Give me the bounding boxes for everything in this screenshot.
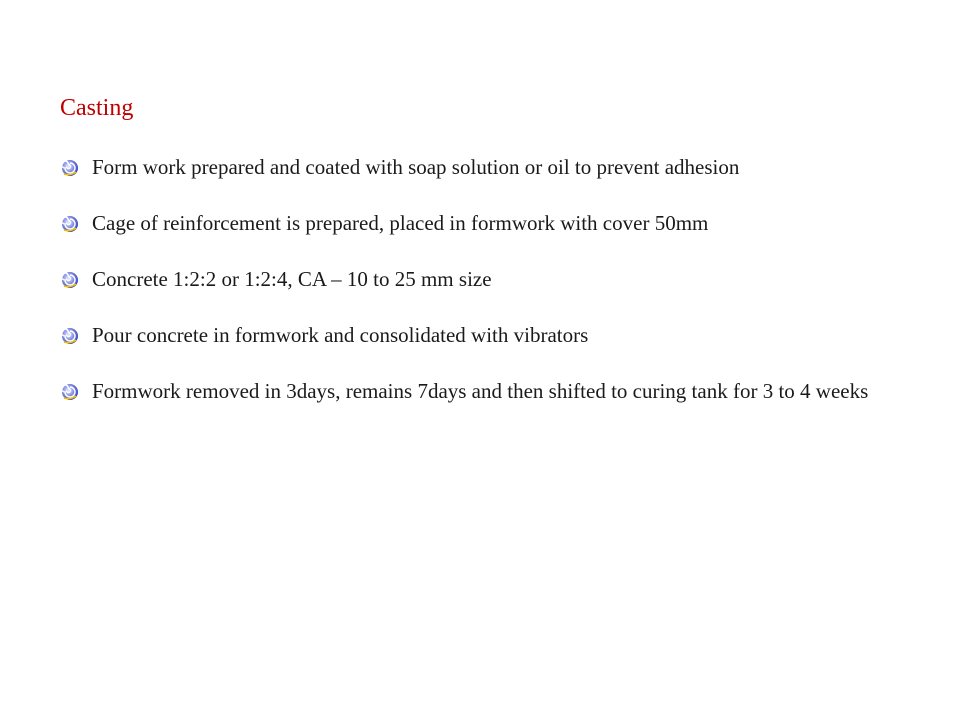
bullet-item <box>60 313 920 357</box>
bullet-item <box>60 369 920 413</box>
bullet-text: Form work prepared and coated with soap solution or oil to prevent adhesion <box>92 155 740 179</box>
swirl-bullet-icon <box>60 382 80 402</box>
swirl-bullet-icon <box>60 326 80 346</box>
slide-title: Casting <box>60 95 134 121</box>
swirl-bullet-icon <box>60 158 80 178</box>
bullet-text: Formwork removed in 3days, remains 7days and then shifted to curing tank for 3 to 4 weeks <box>92 379 869 403</box>
bullet-text: Pour concrete in formwork and consolidated with vibrators <box>92 323 589 347</box>
bullet-text: Concrete 1:2:2 or 1:2:4, CA – 10 to 25 mm size <box>92 267 492 291</box>
bullet-item <box>60 145 920 189</box>
bullet-list <box>60 145 920 425</box>
bullet-item <box>60 201 920 245</box>
swirl-bullet-icon <box>60 270 80 290</box>
bullet-text: Cage of reinforcement is prepared, placed in formwork with cover 50mm <box>92 211 709 235</box>
swirl-bullet-icon <box>60 214 80 234</box>
bullet-item <box>60 257 920 301</box>
